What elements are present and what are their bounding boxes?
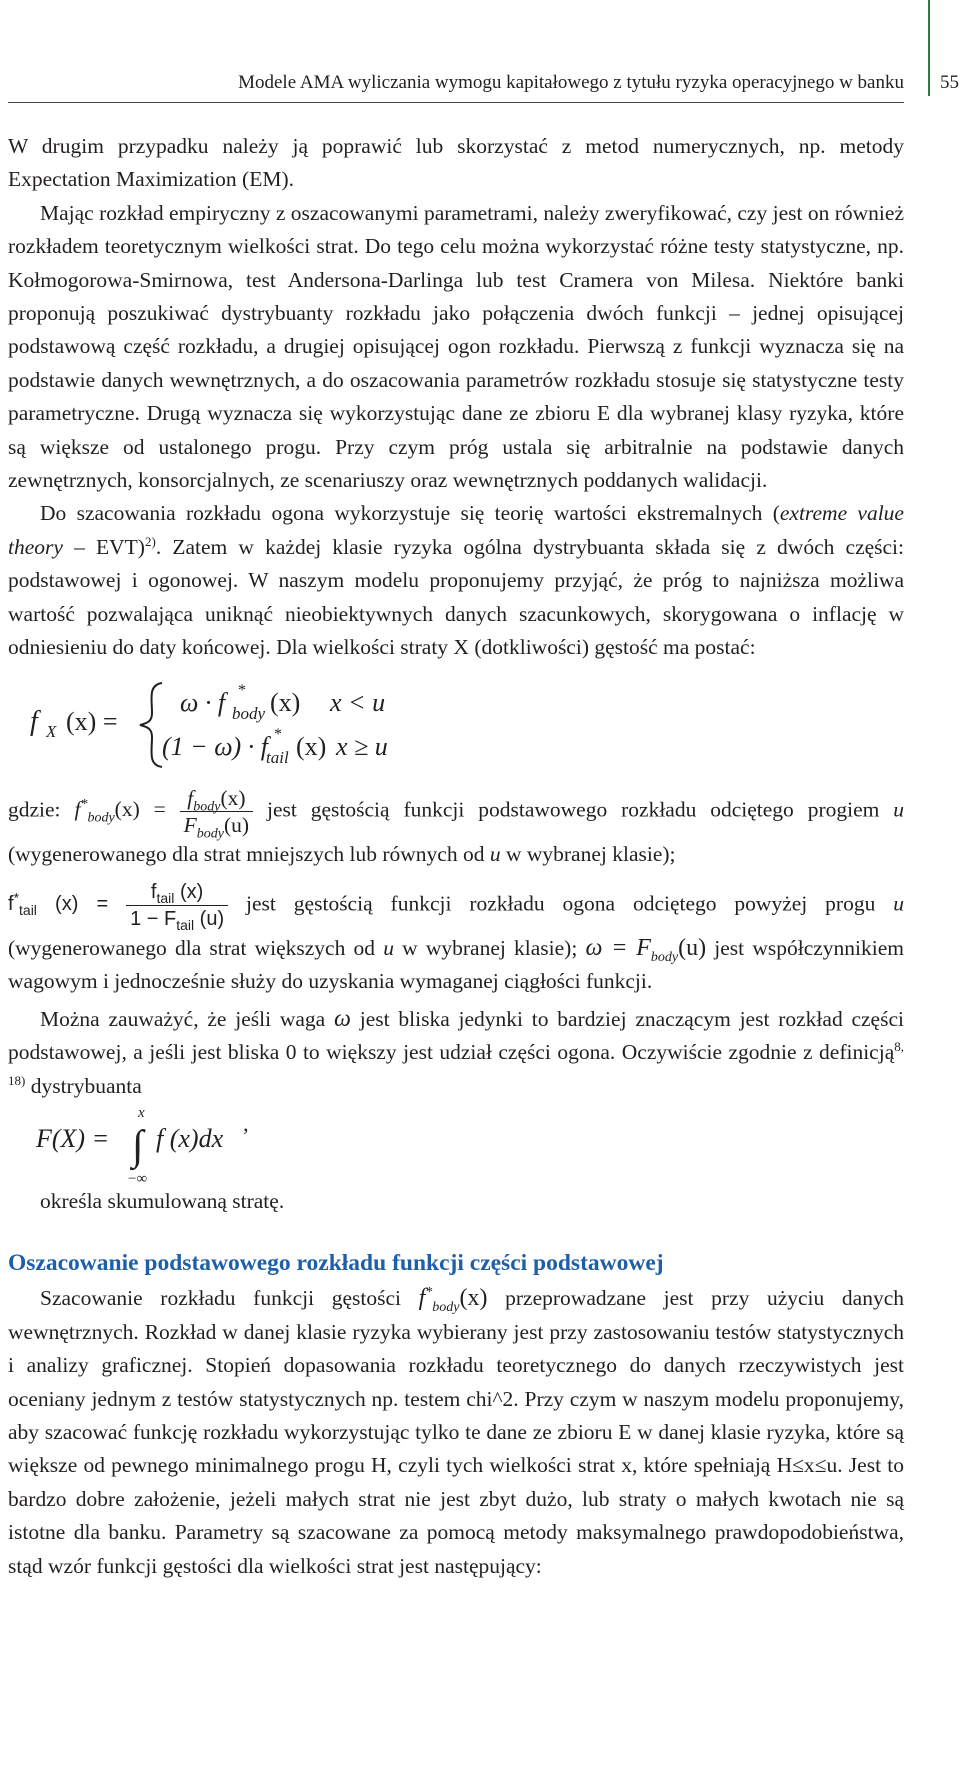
paragraph-2: Mając rozkład empiryczny z oszacowanymi parametrami, należy zweryfikować, czy jest on również rozkładem teoretycznym wielkości strat. Do tego celu można wykorzystać różne testy statystyczne, np. Kołmogorowa-Smirnowa, test Andersona-Darlinga lub test Cramera von Milesa. Niektóre banki proponują poszukiwać dystrybuanty rozkładu jako połączenia dwóch funkcji – jednej opisującej podstawową część rozkładu, a drugiej opisującej ogon rozkładu. Pierwszą z funkcji wyznacza się na podstawie danych wewnętrznych, a do oszacowania parametrów rozkładu stosuje się statystyczne testy parametryczne. Drugą wyznacza się wykorzystując dane ze zbioru E dla wybranej klasy ryzyka, które są większe od ustalonego progu. Przy czym próg ustala się arbitralnie na podstawie danych zewnętrznych, konsorcjalnych, ze scenariuszy oraz wewnętrznych poddanych walidacji. <box>8 200 904 493</box>
case1-expr: ω · f <box>180 687 226 717</box>
case1-sub: body <box>232 703 266 723</box>
paragraph-7: określa skumulowaną stratę. <box>40 1188 285 1213</box>
ftail-star-def: $f^*_{tail}$ (x) = <box>8 889 109 919</box>
curly-brace <box>140 683 162 767</box>
paragraph-ftail: $f^*_{tail}$ (x) = $\frac{f_{tail} (x)}{1 - F_{tail} (u)}$ jest gęstością funkcji rozkładu ogona odciętego powyżej progu u (wygenerowanego dla strat większych od u w wybranej klasie); $\omega = F_{body}(u)$ jest współczynnikiem wagowym i jednocześnie służy do uzyskania wymaganej ciągłości funkcji. <box>8 880 905 994</box>
page-body <box>8 130 904 1583</box>
integral-lower: −∞ <box>128 1170 148 1185</box>
case2-cond: x ≥ u <box>336 731 388 761</box>
fx-arg: (x) = <box>66 706 118 736</box>
paragraph-3: Do szacowania rozkładu ogona wykorzystuje się teorię wartości ekstremalnych (extreme value theory – EVT)$^{2)}$. Zatem w każdej klasie ryzyka ogólna dystrybuanta składa się z dwóch części: podstawowej i ogonowej. W naszym modelu proponujemy przyjąć, że próg to najniższa możliwa wartość pozwalająca uniknąć nieobiektywnych danych szacunkowych, skorygowana o inflację w odniesieniu do daty końcowej. Dla wielkości straty X (dotkliwości) gęstość ma postać: <box>8 501 905 660</box>
citation-ref-2: 8, 18) <box>8 1038 904 1088</box>
integral-upper: x <box>138 1104 145 1121</box>
paragraph-gdzie: gdzie: $f^*_{body}(x)$ = $\frac{f_{body}(x)}{F_{body}(u)}$ jest gęstością funkcji podstawowego rozkładu odciętego progiem u (wygenerowanego dla strat mniejszych lub równych od u w wybranej klasie); <box>8 785 905 866</box>
case1-cond: x < u <box>330 687 386 717</box>
omega-symbol: ω <box>334 1005 351 1032</box>
case2-sup: * <box>274 725 282 743</box>
cdf-equation <box>8 1103 904 1185</box>
case2-sub: tail <box>266 747 289 767</box>
omega-definition: $\omega = F_{body}(u)$ <box>585 934 707 965</box>
case1-sup: * <box>238 681 246 699</box>
threshold-inequality: H≤x≤u <box>776 1453 838 1478</box>
section-title: Oszacowanie podstawowego rozkładu funkcji części podstawowej <box>8 1250 664 1277</box>
case2-arg: (x) <box>296 731 327 761</box>
margin-rule <box>928 0 930 96</box>
page-number: 55 <box>940 72 959 93</box>
ftail-fraction: $\frac{f_{tail} (x)}{1 - F_{tail} (u)}$ <box>126 879 228 932</box>
paragraph-1: W drugim przypadku należy ją poprawić lub skorzystać z metod numerycznych, np. metody Expectation Maximization (EM). <box>8 134 904 192</box>
paragraph-8: Szacowanie rozkładu funkcji gęstości $f^*_{body}(x)$ przeprowadzane jest przy użyciu danych wewnętrznych. Rozkład w danej klasie ryzyka wybierany jest przy zastosowaniu testów statystycznych i analizy graficznej. Stopień dopasowania rozkładu teoretycznego do danych rzeczywistych jest oceniany jednym z testów statystycznych np. testem chi^2. Przy czym w naszym modelu proponujemy, aby szacować funkcję rozkładu wykorzystując tylko te dane ze zbioru E w danej klasie ryzyka, które są większe od pewnego minimalnego progu H, czyli tych wielkości strat x, które spełniają H≤x≤u. Jest to bardzo dobre założenie, jeżeli małych strat nie jest zbyt dużo, lub straty o małych kwotach nie są istotne dla banku. Parametry są szacowane za pomocą metody maksymalnego prawdopodobieństwa, stąd wzór funkcji gęstości dla wielkości strat jest następujący: <box>8 1285 904 1578</box>
cdf-lhs: F(X) = <box>36 1123 110 1153</box>
fbody-fraction: $\frac{f_{body}(x)}{F_{body}(u)}$ <box>180 785 253 838</box>
citation-ref: 2) <box>144 533 156 549</box>
cdf-equation-graphic <box>36 1103 336 1185</box>
cdf-comma: ’ <box>242 1122 250 1148</box>
density-equation <box>8 675 904 771</box>
running-title: Modele AMA wyliczania wymogu kapitałowego z tytułu ryzyka operacyjnego w banku <box>238 72 904 93</box>
fx-lhs: f <box>30 705 38 737</box>
paragraph-6: Można zauważyć, że jeśli waga ω jest bliska jedynki to bardziej znaczącym jest rozkład części podstawowej, a jeśli jest bliska 0 to większy jest udział części ogona. Oczywiście zgodnie z definicją$^{8, 18)}$ dystrybuanta <box>8 1005 904 1098</box>
header-rule <box>8 102 904 103</box>
fbody-star-inline: $f^*_{body}(x)$ <box>418 1285 488 1316</box>
density-equation-graphic <box>30 675 450 771</box>
fbody-star-def: $f^*_{body}(x)$ = <box>74 796 166 826</box>
cdf-rhs: f (x)dx <box>156 1123 224 1153</box>
case1-arg: (x) <box>270 687 301 717</box>
case2-expr: (1 − ω) · f <box>162 731 268 761</box>
running-header <box>0 68 904 100</box>
fx-sub: X <box>46 721 57 741</box>
integral-sign: ∫ <box>132 1122 144 1169</box>
